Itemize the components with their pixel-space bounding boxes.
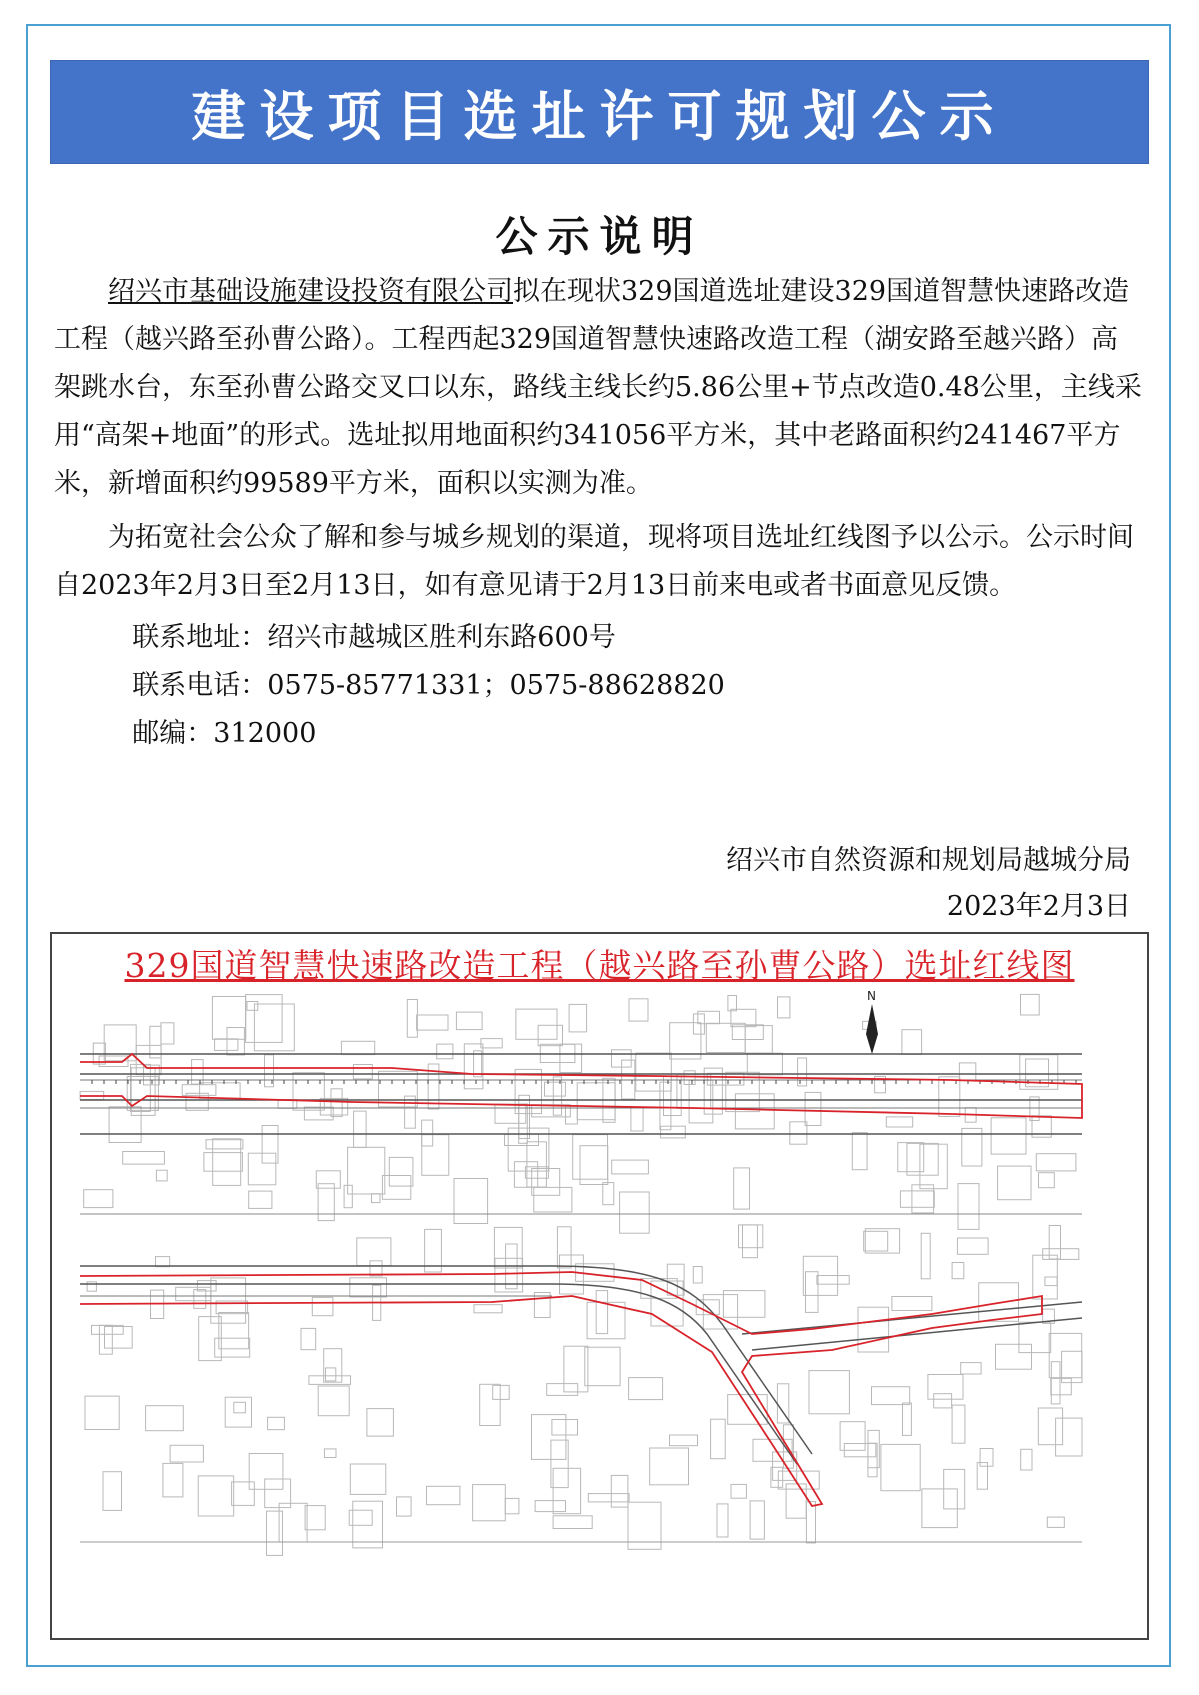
map-parcel bbox=[573, 1135, 608, 1180]
map-parcel bbox=[817, 1276, 849, 1285]
map-parcel bbox=[422, 1120, 433, 1146]
notice-paragraph-1 bbox=[54, 268, 1144, 508]
map-parcel bbox=[312, 1297, 333, 1315]
map-parcel bbox=[301, 1328, 316, 1349]
map-parcel bbox=[1021, 1449, 1032, 1470]
map-parcel bbox=[516, 1009, 557, 1039]
map-parcel bbox=[677, 1074, 711, 1108]
map-parcel bbox=[215, 1039, 238, 1051]
map-parcel bbox=[249, 1191, 272, 1208]
map-parcel bbox=[348, 1147, 385, 1194]
map-parcel bbox=[324, 1349, 342, 1383]
map-parcel bbox=[998, 1166, 1031, 1200]
map-parcel bbox=[560, 1044, 582, 1072]
map-parcel bbox=[495, 1258, 523, 1292]
map-parcel bbox=[852, 1133, 867, 1170]
map-parcel bbox=[494, 1227, 522, 1268]
map-parcel bbox=[952, 1263, 964, 1279]
map-parcel bbox=[881, 1444, 920, 1490]
map-parcel bbox=[577, 1083, 615, 1120]
map-parcel bbox=[316, 1171, 340, 1188]
map-parcel bbox=[569, 1004, 587, 1032]
notice-body bbox=[54, 268, 1144, 758]
map-parcel bbox=[603, 1183, 614, 1205]
applicant-company: 绍兴市基础设施建设投资有限公司 bbox=[108, 276, 513, 307]
map-parcel bbox=[514, 1162, 537, 1188]
map-parcel bbox=[996, 1344, 1032, 1369]
banner-title: 建设项目选址许可规划公示 bbox=[191, 84, 1008, 148]
map-parcel bbox=[566, 1106, 578, 1124]
map-parcel bbox=[268, 1417, 285, 1429]
map-parcel bbox=[350, 1464, 386, 1494]
map-parcel bbox=[156, 1257, 170, 1267]
map-parcel bbox=[538, 1025, 562, 1045]
map-parcel bbox=[928, 1375, 963, 1400]
map-parcel bbox=[958, 1184, 979, 1230]
map-parcel bbox=[806, 1272, 819, 1313]
map-parcel bbox=[864, 1231, 888, 1251]
map-parcel bbox=[952, 1405, 965, 1443]
map-parcel bbox=[87, 1282, 96, 1291]
map-parcel bbox=[305, 1506, 325, 1530]
map-parcel bbox=[215, 1338, 250, 1357]
map-parcel bbox=[790, 1122, 807, 1144]
map-parcel bbox=[146, 1406, 184, 1431]
map-parcel bbox=[980, 1449, 993, 1467]
map-parcel bbox=[232, 1482, 255, 1506]
map-parcel bbox=[903, 1403, 912, 1435]
map-parcel bbox=[631, 1107, 643, 1131]
map-parcel bbox=[505, 1134, 539, 1145]
map-parcel bbox=[481, 1039, 502, 1048]
map-parcel bbox=[99, 1325, 112, 1354]
map-parcel bbox=[353, 1065, 372, 1079]
map-parcel bbox=[957, 1238, 988, 1254]
issuing-authority: 绍兴市自然资源和规划局越城分局 bbox=[726, 845, 1131, 876]
map-parcel bbox=[254, 1004, 294, 1051]
map-parcel bbox=[620, 1192, 650, 1233]
issue-date: 2023年2月3日 bbox=[946, 891, 1131, 922]
map-parcel bbox=[109, 1107, 141, 1143]
map-parcel bbox=[480, 1384, 501, 1425]
map-parcel bbox=[670, 1435, 698, 1446]
map-parcel bbox=[505, 1498, 519, 1513]
map-parcel bbox=[711, 1419, 726, 1459]
map-parcel bbox=[84, 1190, 113, 1208]
map-parcel bbox=[934, 1394, 952, 1408]
map-parcel bbox=[921, 1233, 930, 1279]
map-parcel bbox=[961, 1363, 981, 1374]
map-parcel bbox=[353, 1501, 383, 1548]
map-parcel bbox=[1021, 994, 1040, 1015]
map-parcel bbox=[650, 1448, 689, 1485]
map-parcel bbox=[731, 1484, 746, 1498]
map-parcel bbox=[734, 1168, 750, 1209]
map-parcel bbox=[1045, 1277, 1057, 1286]
redline-map bbox=[52, 984, 1147, 1634]
map-parcel bbox=[136, 1045, 161, 1074]
contact-postcode: 邮编：312000 bbox=[132, 718, 317, 749]
map-parcel bbox=[204, 1153, 243, 1172]
map-parcel bbox=[170, 1445, 203, 1462]
map-parcel bbox=[629, 1378, 663, 1400]
map-parcel bbox=[219, 1313, 249, 1349]
map-parcel bbox=[279, 1503, 307, 1542]
map-parcel bbox=[907, 1143, 938, 1175]
map-parcel bbox=[868, 1430, 879, 1467]
map-parcel bbox=[534, 1187, 572, 1212]
map-parcel bbox=[1047, 1517, 1064, 1527]
map-parcel bbox=[304, 1107, 333, 1120]
map-parcel bbox=[417, 1015, 448, 1030]
map-parcel bbox=[527, 1142, 547, 1187]
map-parcel bbox=[454, 1179, 488, 1224]
map-parcel bbox=[1051, 1362, 1060, 1404]
map-parcel bbox=[309, 1376, 351, 1385]
map-parcel bbox=[519, 1095, 530, 1138]
map-parcel bbox=[422, 1135, 449, 1176]
map-parcel bbox=[667, 1264, 684, 1295]
map-parcel bbox=[1038, 1408, 1062, 1445]
map-parcel bbox=[750, 1501, 764, 1539]
map-parcel bbox=[991, 1118, 1026, 1154]
map-parcel bbox=[805, 1092, 821, 1125]
map-parcel bbox=[693, 1267, 702, 1284]
map-parcel bbox=[636, 1053, 672, 1091]
map-parcel bbox=[798, 1058, 807, 1086]
map-parcel bbox=[900, 1191, 934, 1207]
map-parcel bbox=[123, 1152, 165, 1165]
map-parcel bbox=[379, 1071, 418, 1107]
map-parcel bbox=[684, 1071, 695, 1085]
map-parcel bbox=[213, 1139, 241, 1186]
map-parcel bbox=[405, 1096, 416, 1128]
map-parcel bbox=[150, 1026, 161, 1058]
map-parcel bbox=[357, 1238, 391, 1266]
map-parcel bbox=[324, 1449, 336, 1458]
map-parcel bbox=[163, 1463, 183, 1497]
map-parcel bbox=[698, 1011, 720, 1023]
map-parcel bbox=[267, 1511, 283, 1555]
map-parcel bbox=[872, 1387, 910, 1405]
map-parcel bbox=[437, 1044, 453, 1059]
map-title: 329国道智慧快速路改造工程（越兴路至孙曹公路）选址红线图 bbox=[124, 946, 1075, 985]
map-parcel bbox=[892, 1297, 932, 1311]
map-parcel bbox=[194, 1290, 206, 1309]
map-parcel bbox=[326, 1368, 336, 1381]
map-parcel bbox=[331, 1089, 342, 1117]
notice-heading: 公示说明 bbox=[495, 212, 704, 261]
map-parcel bbox=[806, 1502, 815, 1543]
map-parcel bbox=[156, 1170, 167, 1181]
map-parcel bbox=[85, 1396, 119, 1429]
map-parcel bbox=[532, 1169, 560, 1196]
map-parcel bbox=[588, 1494, 629, 1502]
signature-block bbox=[726, 838, 1131, 930]
map-parcel bbox=[1049, 1333, 1082, 1377]
map-parcel bbox=[225, 1397, 251, 1427]
map-parcel bbox=[1036, 1154, 1076, 1171]
map-parcel bbox=[372, 1194, 381, 1203]
map-parcel bbox=[1039, 1173, 1055, 1188]
map-parcel bbox=[198, 1476, 234, 1516]
map-parcel bbox=[427, 1486, 460, 1504]
map-parcel bbox=[407, 1000, 417, 1038]
map-parcel bbox=[728, 1395, 768, 1425]
map-parcel bbox=[858, 1307, 889, 1352]
map-parcel bbox=[660, 1082, 671, 1130]
notice-paragraph-2: 为拓宽社会公众了解和参与城乡规划的渠道，现将项目选址红线图予以公示。公示时间自2023年2月3日至2月13日，如有意见请于2月13日前来电或者书面意见反馈。 bbox=[54, 522, 1134, 601]
map-parcel bbox=[922, 1489, 957, 1528]
map-parcel bbox=[318, 1184, 334, 1221]
map-parcel bbox=[809, 1371, 849, 1414]
map-parcel bbox=[354, 1111, 367, 1147]
map-parcel bbox=[545, 1082, 566, 1096]
title-banner bbox=[50, 60, 1149, 164]
map-parcel bbox=[212, 997, 245, 1040]
map-parcel bbox=[103, 1472, 122, 1511]
map-parcel bbox=[731, 1009, 756, 1026]
map-parcel bbox=[474, 1305, 502, 1313]
map-parcel bbox=[105, 1327, 133, 1349]
map-parcel bbox=[661, 1126, 686, 1138]
redline-lower bbox=[80, 1272, 1042, 1506]
map-parcel bbox=[532, 1415, 566, 1460]
map-parcel bbox=[1051, 1378, 1072, 1394]
map-parcel bbox=[341, 1041, 374, 1054]
map-parcel bbox=[706, 1023, 745, 1052]
map-parcel bbox=[747, 1053, 782, 1075]
map-parcel bbox=[580, 1146, 608, 1185]
map-parcel bbox=[382, 1176, 410, 1200]
map-parcel bbox=[367, 1409, 394, 1437]
upper-road-strip bbox=[80, 1054, 1082, 1214]
map-parcel bbox=[552, 1420, 578, 1436]
map-parcel bbox=[397, 1497, 412, 1516]
map-parcel bbox=[612, 1160, 649, 1174]
map-parcel bbox=[553, 1468, 581, 1513]
map-parcel bbox=[778, 997, 790, 1018]
map-parcel bbox=[535, 1501, 565, 1512]
map-parcel bbox=[293, 1073, 324, 1111]
map-parcel bbox=[344, 1185, 352, 1207]
map-parcel bbox=[456, 1012, 482, 1030]
map-parcel bbox=[206, 1140, 243, 1149]
map-parcel bbox=[728, 996, 737, 1011]
map-parcel bbox=[493, 1385, 510, 1399]
map-parcel bbox=[161, 1023, 174, 1044]
map-parcel bbox=[596, 1291, 607, 1334]
map-parcel bbox=[547, 1384, 578, 1396]
map-parcel bbox=[959, 1063, 975, 1081]
map-parcel bbox=[939, 1077, 960, 1117]
map-parcel bbox=[247, 1002, 258, 1011]
map-parcel bbox=[902, 1030, 922, 1055]
map-parcel bbox=[585, 1347, 620, 1386]
paragraph-1-text: 拟在现状329国道选址建设329国道智慧快速路改造工程（越兴路至孙曹公路）。工程西起329国道智慧快速路改造工程（湖安路至越兴路）高架跳水台，东至孙曹公路交叉口以东，路线主线长约5.86公里+节点改造0.48公里，主线采用“高架+地面”的形式。选址拟用地面积约341056平方米，其中老路面积约241467平方米，新增面积约99589平方米，面积以实测为准。 bbox=[54, 276, 1142, 499]
map-parcel bbox=[1019, 1322, 1051, 1352]
redline-map-panel bbox=[50, 932, 1149, 1640]
north-label: N bbox=[867, 989, 876, 1003]
map-parcel bbox=[234, 1402, 246, 1413]
map-parcel bbox=[689, 1080, 713, 1123]
map-parcel bbox=[717, 1504, 728, 1537]
contact-phone: 联系电话：0575-85771331；0575-88628820 bbox=[132, 670, 725, 701]
map-parcel bbox=[1056, 1418, 1082, 1456]
map-parcel bbox=[865, 1229, 899, 1253]
map-parcel bbox=[473, 1485, 506, 1521]
map-parcel bbox=[389, 1157, 413, 1186]
contact-address: 联系地址：绍兴市越城区胜利东路600号 bbox=[132, 622, 616, 653]
map-parcel bbox=[553, 1516, 592, 1529]
map-parcel bbox=[886, 1117, 912, 1127]
map-parcel bbox=[629, 999, 648, 1021]
map-parcel bbox=[743, 1225, 758, 1258]
map-parcel bbox=[1049, 1226, 1060, 1260]
map-parcel bbox=[318, 1386, 349, 1416]
